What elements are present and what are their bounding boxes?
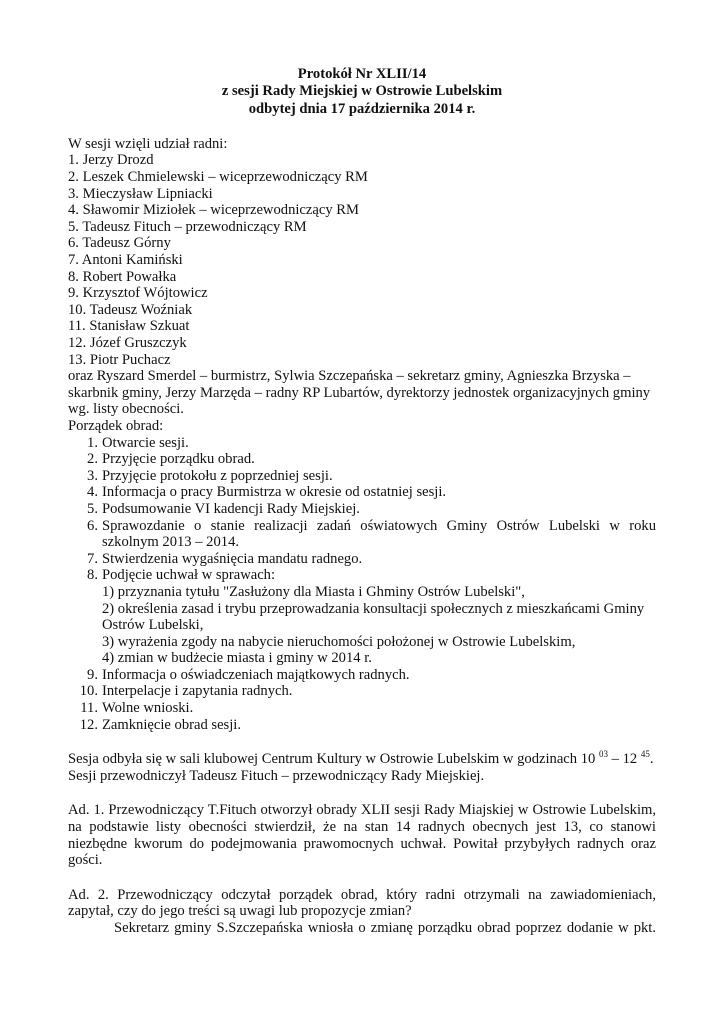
resolution-item: 2) określenia zasad i trybu przeprowadzania konsultacji społecznych z mieszkańcami Gminy <box>102 600 645 617</box>
ad2-line: Sekretarz gminy S.Szczepańska wniosła o zmianę porządku obrad poprzez dodanie w pkt. <box>114 920 656 937</box>
agenda-number: 4. <box>87 484 98 501</box>
agenda-number: 9. <box>87 666 98 683</box>
agenda-item <box>68 551 656 568</box>
agenda-text: Interpelacje i zapytania radnych. <box>102 683 293 700</box>
member-item: 7. Antoni Kamiński <box>68 252 183 269</box>
agenda-text: Przyjęcie protokołu z poprzedniej sesji. <box>102 467 333 484</box>
document-body <box>68 66 656 937</box>
session-venue: Sesja odbyła się w sali klubowej Centrum Kultury w Ostrowie Lubelskim w godzinach 10 <box>68 751 596 768</box>
resolution-item: 4) zmian w budżecie miasta i gminy w 2014 r. <box>102 650 372 667</box>
document-title <box>68 66 656 118</box>
ad1-section <box>68 802 656 868</box>
start-minutes: 03 <box>598 749 608 760</box>
agenda-list <box>68 435 656 734</box>
time-separator: – 12 <box>607 751 638 768</box>
other-attendees-line: oraz Ryszard Smerdel – burmistrz, Sylwia Szczepańska – sekretarz gminy, Agnieszka Brzyska – <box>68 368 631 385</box>
member-item: 6. Tadeusz Górny <box>68 235 171 252</box>
spacer <box>68 869 656 887</box>
member-item: 2. Leszek Chmielewski – wiceprzewodniczący RM <box>68 169 368 186</box>
session-chair: Sesji przewodniczył Tadeusz Fituch – przewodniczący Rady Miejskiej. <box>68 767 485 784</box>
ad1-line: na podstawie listy obecności stwierdził, że na stan 14 radnych obecnych jest 13, co stanowi <box>68 819 656 836</box>
member-item: 13. Piotr Puchacz <box>68 351 171 368</box>
agenda-number: 1. <box>87 434 98 451</box>
ad1-line: Ad. 1. Przewodniczący T.Fituch otworzył obrady XLII sesji Rady Miajskiej w Ostrowie Lubelskim, <box>68 802 656 819</box>
agenda-item <box>68 683 656 700</box>
spacer <box>68 733 656 751</box>
agenda-number: 7. <box>87 550 98 567</box>
agenda-item <box>68 667 656 684</box>
agenda-number: 10. <box>79 683 98 700</box>
agenda-number: 8. <box>87 567 98 584</box>
agenda-number: 5. <box>87 500 98 517</box>
agenda-item <box>68 468 656 485</box>
agenda-number: 6. <box>87 517 98 534</box>
agenda-number: 3. <box>87 467 98 484</box>
agenda-number: 12. <box>79 716 98 733</box>
other-attendees-line: wg. listy obecności. <box>68 401 184 418</box>
agenda-text: Podjęcie uchwał w sprawach: <box>102 567 276 584</box>
resolution-list <box>102 584 656 667</box>
member-item: 5. Tadeusz Fituch – przewodniczący RM <box>68 218 307 235</box>
agenda-text: Zamknięcie obrad sesji. <box>102 716 241 733</box>
resolution-item: 1) przyznania tytułu "Zasłużony dla Miasta i Ghminy Ostrów Lubelski", <box>102 583 525 600</box>
agenda-item <box>68 501 656 518</box>
member-item: 8. Robert Powałka <box>68 268 177 285</box>
resolution-item: 3) wyrażenia zgody na nabycie nieruchomości położonej w Ostrowie Lubelskim, <box>102 633 576 650</box>
agenda-item <box>68 435 656 452</box>
agenda-number: 2. <box>87 451 98 468</box>
member-item: 1. Jerzy Drozd <box>68 152 154 169</box>
spacer <box>68 784 656 802</box>
other-attendees-line: skarbnik gminy, Jerzy Marzęda – radny RP Lubartów, dyrektorzy jednostek organizacyjnych gminy <box>68 384 651 401</box>
member-item: 4. Sławomir Miziołek – wiceprzewodniczący RM <box>68 202 359 219</box>
ad1-line: gości. <box>68 852 103 869</box>
agenda-text: Otwarcie sesji. <box>102 434 189 451</box>
member-item: 11. Stanisław Szkuat <box>68 318 190 335</box>
spacer <box>68 118 656 136</box>
agenda-item <box>68 567 656 667</box>
agenda-item <box>68 518 656 551</box>
resolution-item: Ostrów Lubelski, <box>102 617 204 634</box>
agenda-text: Informacja o oświadczeniach majątkowych radnych. <box>102 666 410 683</box>
agenda-text-continued: szkolnym 2013 – 2014. <box>102 534 240 551</box>
title-line-2: z sesji Rady Miejskiej w Ostrowie Lubelskim <box>221 83 503 100</box>
member-item: 10. Tadeusz Woźniak <box>68 301 193 318</box>
ad2-section <box>68 887 656 937</box>
agenda-item <box>68 700 656 717</box>
ad2-line: zapytał, czy do jego treści są uwagi lub propozycje zmian? <box>68 903 412 920</box>
agenda-heading: Porządek obrad: <box>68 417 164 434</box>
session-info <box>68 751 656 784</box>
agenda-item <box>68 484 656 501</box>
agenda-item <box>68 451 656 468</box>
member-item: 3. Mieczysław Lipniacki <box>68 185 213 202</box>
end-minutes: 45 <box>640 749 650 760</box>
ad1-line: niezbędne kworum do podejmowania prawomocnych uchwał. Powitał przybyłych radnych oraz <box>68 835 656 852</box>
agenda-text: Podsumowanie VI kadencji Rady Miejskiej. <box>102 500 360 517</box>
agenda-text: Informacja o pracy Burmistrza w okresie od ostatniej sesji. <box>102 484 447 501</box>
member-item: 12. Józef Gruszczyk <box>68 335 187 352</box>
member-item: 9. Krzysztof Wójtowicz <box>68 285 208 302</box>
title-line-1: Protokół Nr XLII/14 <box>297 66 427 82</box>
attendance-section <box>68 136 656 418</box>
attendance-intro: W sesji wzięli udział radni: <box>68 135 228 152</box>
agenda-text: Stwierdzenia wygaśnięcia mandatu radnego. <box>102 550 363 567</box>
agenda-number: 11. <box>80 700 98 717</box>
sentence-end: . <box>649 751 654 768</box>
agenda-section <box>68 418 656 733</box>
agenda-item <box>68 717 656 734</box>
session-venue-line <box>68 751 656 768</box>
title-line-3: odbytej dnia 17 października 2014 r. <box>248 100 476 117</box>
agenda-text: Sprawozdanie o stanie realizacji zadań oświatowych Gminy Ostrów Lubelski w roku <box>102 517 656 534</box>
ad2-line: Ad. 2. Przewodniczący odczytał porządek obrad, który radni otrzymali na zawiadomieniach, <box>68 886 656 903</box>
agenda-text: Przyjęcie porządku obrad. <box>102 451 255 468</box>
agenda-text: Wolne wnioski. <box>102 700 194 717</box>
